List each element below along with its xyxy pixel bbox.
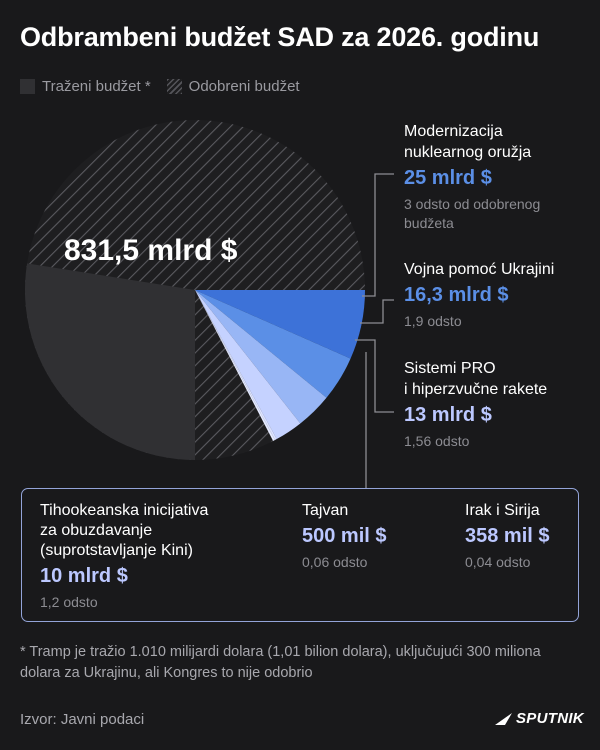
box-taiwan-sub: 0,06 odsto xyxy=(302,554,368,570)
leader-line-missiles xyxy=(355,340,394,412)
annotation-missiles-sub: 1,56 odsto xyxy=(404,433,470,449)
annotation-missiles-name-1: Sistemi PRO xyxy=(404,360,496,377)
leader-line-nuclear xyxy=(362,174,394,296)
sputnik-arrow-icon xyxy=(494,711,514,727)
annotation-ukraine-name: Vojna pomoć Ukrajini xyxy=(404,261,555,278)
box-taiwan-value: 500 mil $ xyxy=(302,525,387,547)
page-title: Odbrambeni budžet SAD za 2026. godinu xyxy=(20,22,540,52)
annotation-nuclear-name-2: nuklearnog oružja xyxy=(404,144,532,161)
footnote: * Tramp je tražio 1.010 milijardi dolara (1,01 bilion dolara), uključujući 300 miliona dolara za Ukrajinu, ali Kongres to nije odobrio xyxy=(20,644,541,681)
annotation-missiles xyxy=(404,358,547,451)
box-pacific-name-3: (suprotstavljanje Kini) xyxy=(40,542,193,559)
annotation-ukraine xyxy=(404,259,554,331)
annotation-nuclear-value: 25 mlrd $ xyxy=(404,167,492,189)
legend-label-approved: Odobreni budžet xyxy=(188,78,300,95)
annotation-missiles-name-2: i hiperzvučne rakete xyxy=(404,381,548,398)
box-iraq-value: 358 mil $ xyxy=(465,525,550,547)
annotation-ukraine-sub: 1,9 odsto xyxy=(404,313,462,329)
box-pacific-name-1: Tihookeanska inicijativa xyxy=(40,502,209,519)
box-pacific-sub: 1,2 odsto xyxy=(40,594,98,610)
box-taiwan-name: Tajvan xyxy=(302,502,349,519)
approved-total-label: 831,5 mlrd $ xyxy=(64,234,238,267)
box-pacific-value: 10 mlrd $ xyxy=(40,565,128,587)
box-iraq-name: Irak i Sirija xyxy=(465,502,540,519)
brand-name: SPUTNIK xyxy=(516,710,584,727)
annotation-nuclear xyxy=(404,121,540,233)
box-item-taiwan xyxy=(302,501,387,572)
sputnik-logo xyxy=(494,710,584,727)
box-pacific-name-2: za obuzdavanje xyxy=(40,522,153,539)
annotation-missiles-value: 13 mlrd $ xyxy=(404,404,492,426)
box-item-iraq xyxy=(465,501,550,572)
legend-label-requested: Traženi budžet * xyxy=(42,78,151,95)
annotation-ukraine-value: 16,3 mlrd $ xyxy=(404,284,509,306)
annotation-nuclear-sub-1: 3 odsto od odobrenog xyxy=(404,196,541,212)
box-item-pacific xyxy=(40,501,208,612)
box-iraq-sub: 0,04 odsto xyxy=(465,554,531,570)
leader-line-ukraine xyxy=(360,300,394,323)
pie-requested-extra xyxy=(25,263,195,460)
annotation-nuclear-sub-2: budžeta xyxy=(404,215,454,231)
source-text: Izvor: Javni podaci xyxy=(20,711,145,728)
annotation-nuclear-name-1: Modernizacija xyxy=(404,123,503,140)
small-items-box xyxy=(21,488,579,622)
